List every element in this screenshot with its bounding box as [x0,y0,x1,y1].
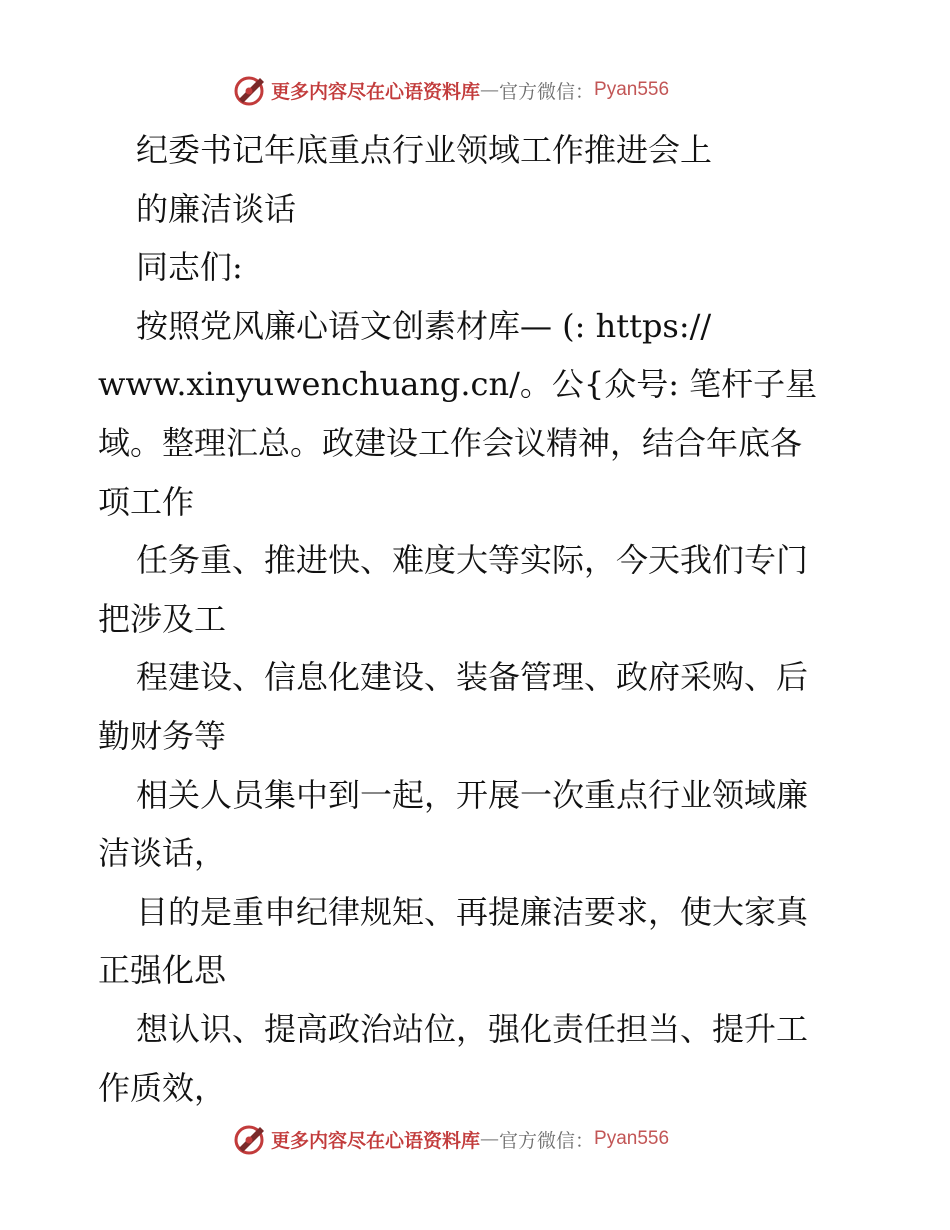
footer-watermark-banner [233,1121,713,1157]
banner-wechat-id: Pyan556 [594,1128,670,1149]
paragraph-line: 正强化思 [98,951,227,990]
banner-brand-text: 更多内容尽在心语资料库 [271,1129,481,1152]
paragraph-line: 想认识、提高政治站位，强化责任担当、提升工 [136,1009,809,1048]
salutation: 同志们: [136,248,243,287]
paragraph-line: 勤财务等 [98,716,227,755]
banner-wechat-label: 官方微信： [499,1129,595,1152]
document-title-line: 纪委书记年底重点行业领域工作推进会上 [136,131,713,169]
banner-dash: — [480,1128,500,1150]
paragraph-line: 目的是重申纪律规矩、再提廉洁要求，使大家真 [136,892,809,931]
banner-wechat-label: 官方微信： [499,80,595,103]
paragraph-line: 域。整理汇总。政建设工作会议精神，结合年底各 [98,423,803,462]
paragraph-line: 程建设、信息化建设、装备管理、政府采购、后 [136,658,809,697]
banner-wechat-id: Pyan556 [594,79,670,100]
header-watermark-banner [233,72,713,108]
paragraph-line: www.xinyuwenchuang.cn/。公{众号: 笔杆子星 [98,365,818,404]
banner-brand-text: 更多内容尽在心语资料库 [271,80,481,103]
paragraph-line: 把涉及工 [98,599,227,638]
paragraph-line: 任务重、推进快、难度大等实际，今天我们专门 [136,541,809,580]
pen-logo-icon [233,1122,267,1156]
paragraph-line: 洁谈话， [98,834,227,873]
banner-dash: — [480,79,500,101]
paragraph-line: 按照党风廉心语文创素材库— (: https:// [136,306,712,345]
pen-logo-icon [233,73,267,107]
paragraph-line: 项工作 [98,482,195,521]
paragraph-line: 作质效， [98,1068,227,1107]
document-body [98,121,858,1117]
paragraph-line: 相关人员集中到一起，开展一次重点行业领域廉 [136,775,809,814]
document-title-line: 的廉洁谈话 [136,189,297,228]
